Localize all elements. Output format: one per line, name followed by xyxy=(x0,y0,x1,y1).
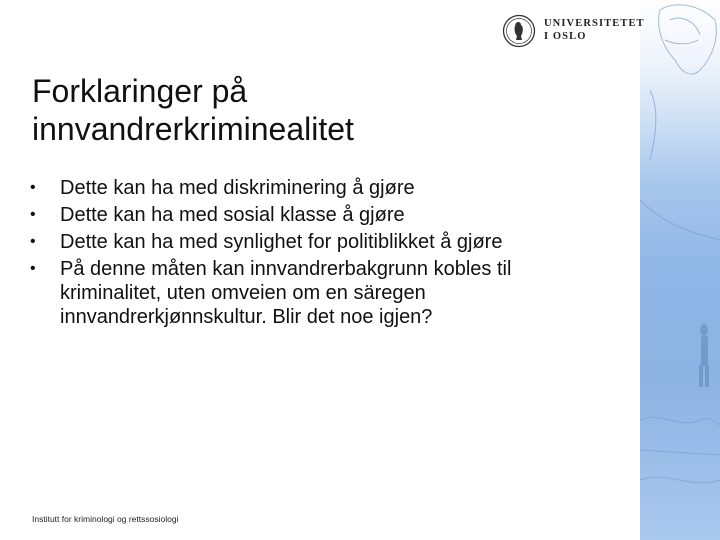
bullet-list xyxy=(30,176,610,332)
bullet-dot-icon: • xyxy=(30,206,36,223)
bullet-text: Dette kan ha med sosial klasse å gjøre xyxy=(60,204,405,226)
university-seal-icon xyxy=(502,14,536,48)
decorative-side-strip xyxy=(640,0,720,540)
title-line-2: innvandrerkriminealitet xyxy=(32,111,354,147)
bullet-dot-icon: • xyxy=(30,260,36,277)
logo-line-2: I OSLO xyxy=(544,31,587,42)
bullet-dot-icon: • xyxy=(30,233,36,250)
bullet-item xyxy=(30,176,610,200)
logo-line-1: UNIVERSITETET xyxy=(544,18,645,29)
bullet-text: På denne måten kan innvandrerbakgrunn kobles til kriminalitet, uten omveien om en säregen innvandrerkjønnskultur. Blir det noe igjen? xyxy=(60,258,512,328)
bullet-dot-icon: • xyxy=(30,179,36,196)
title-line-1: Forklaringer på xyxy=(32,73,248,109)
bullet-text: Dette kan ha med synlighet for politiblikket å gjøre xyxy=(60,231,503,253)
bullet-item xyxy=(30,203,610,227)
slide-title xyxy=(32,72,592,148)
bullet-text: Dette kan ha med diskriminering å gjøre xyxy=(60,177,415,199)
footer-institute: Institutt for kriminologi og rettssosiologi xyxy=(32,514,179,524)
sculpture-decoration-icon xyxy=(640,0,720,540)
university-logo xyxy=(502,14,645,50)
bullet-item xyxy=(30,230,610,254)
bullet-item xyxy=(30,257,610,329)
